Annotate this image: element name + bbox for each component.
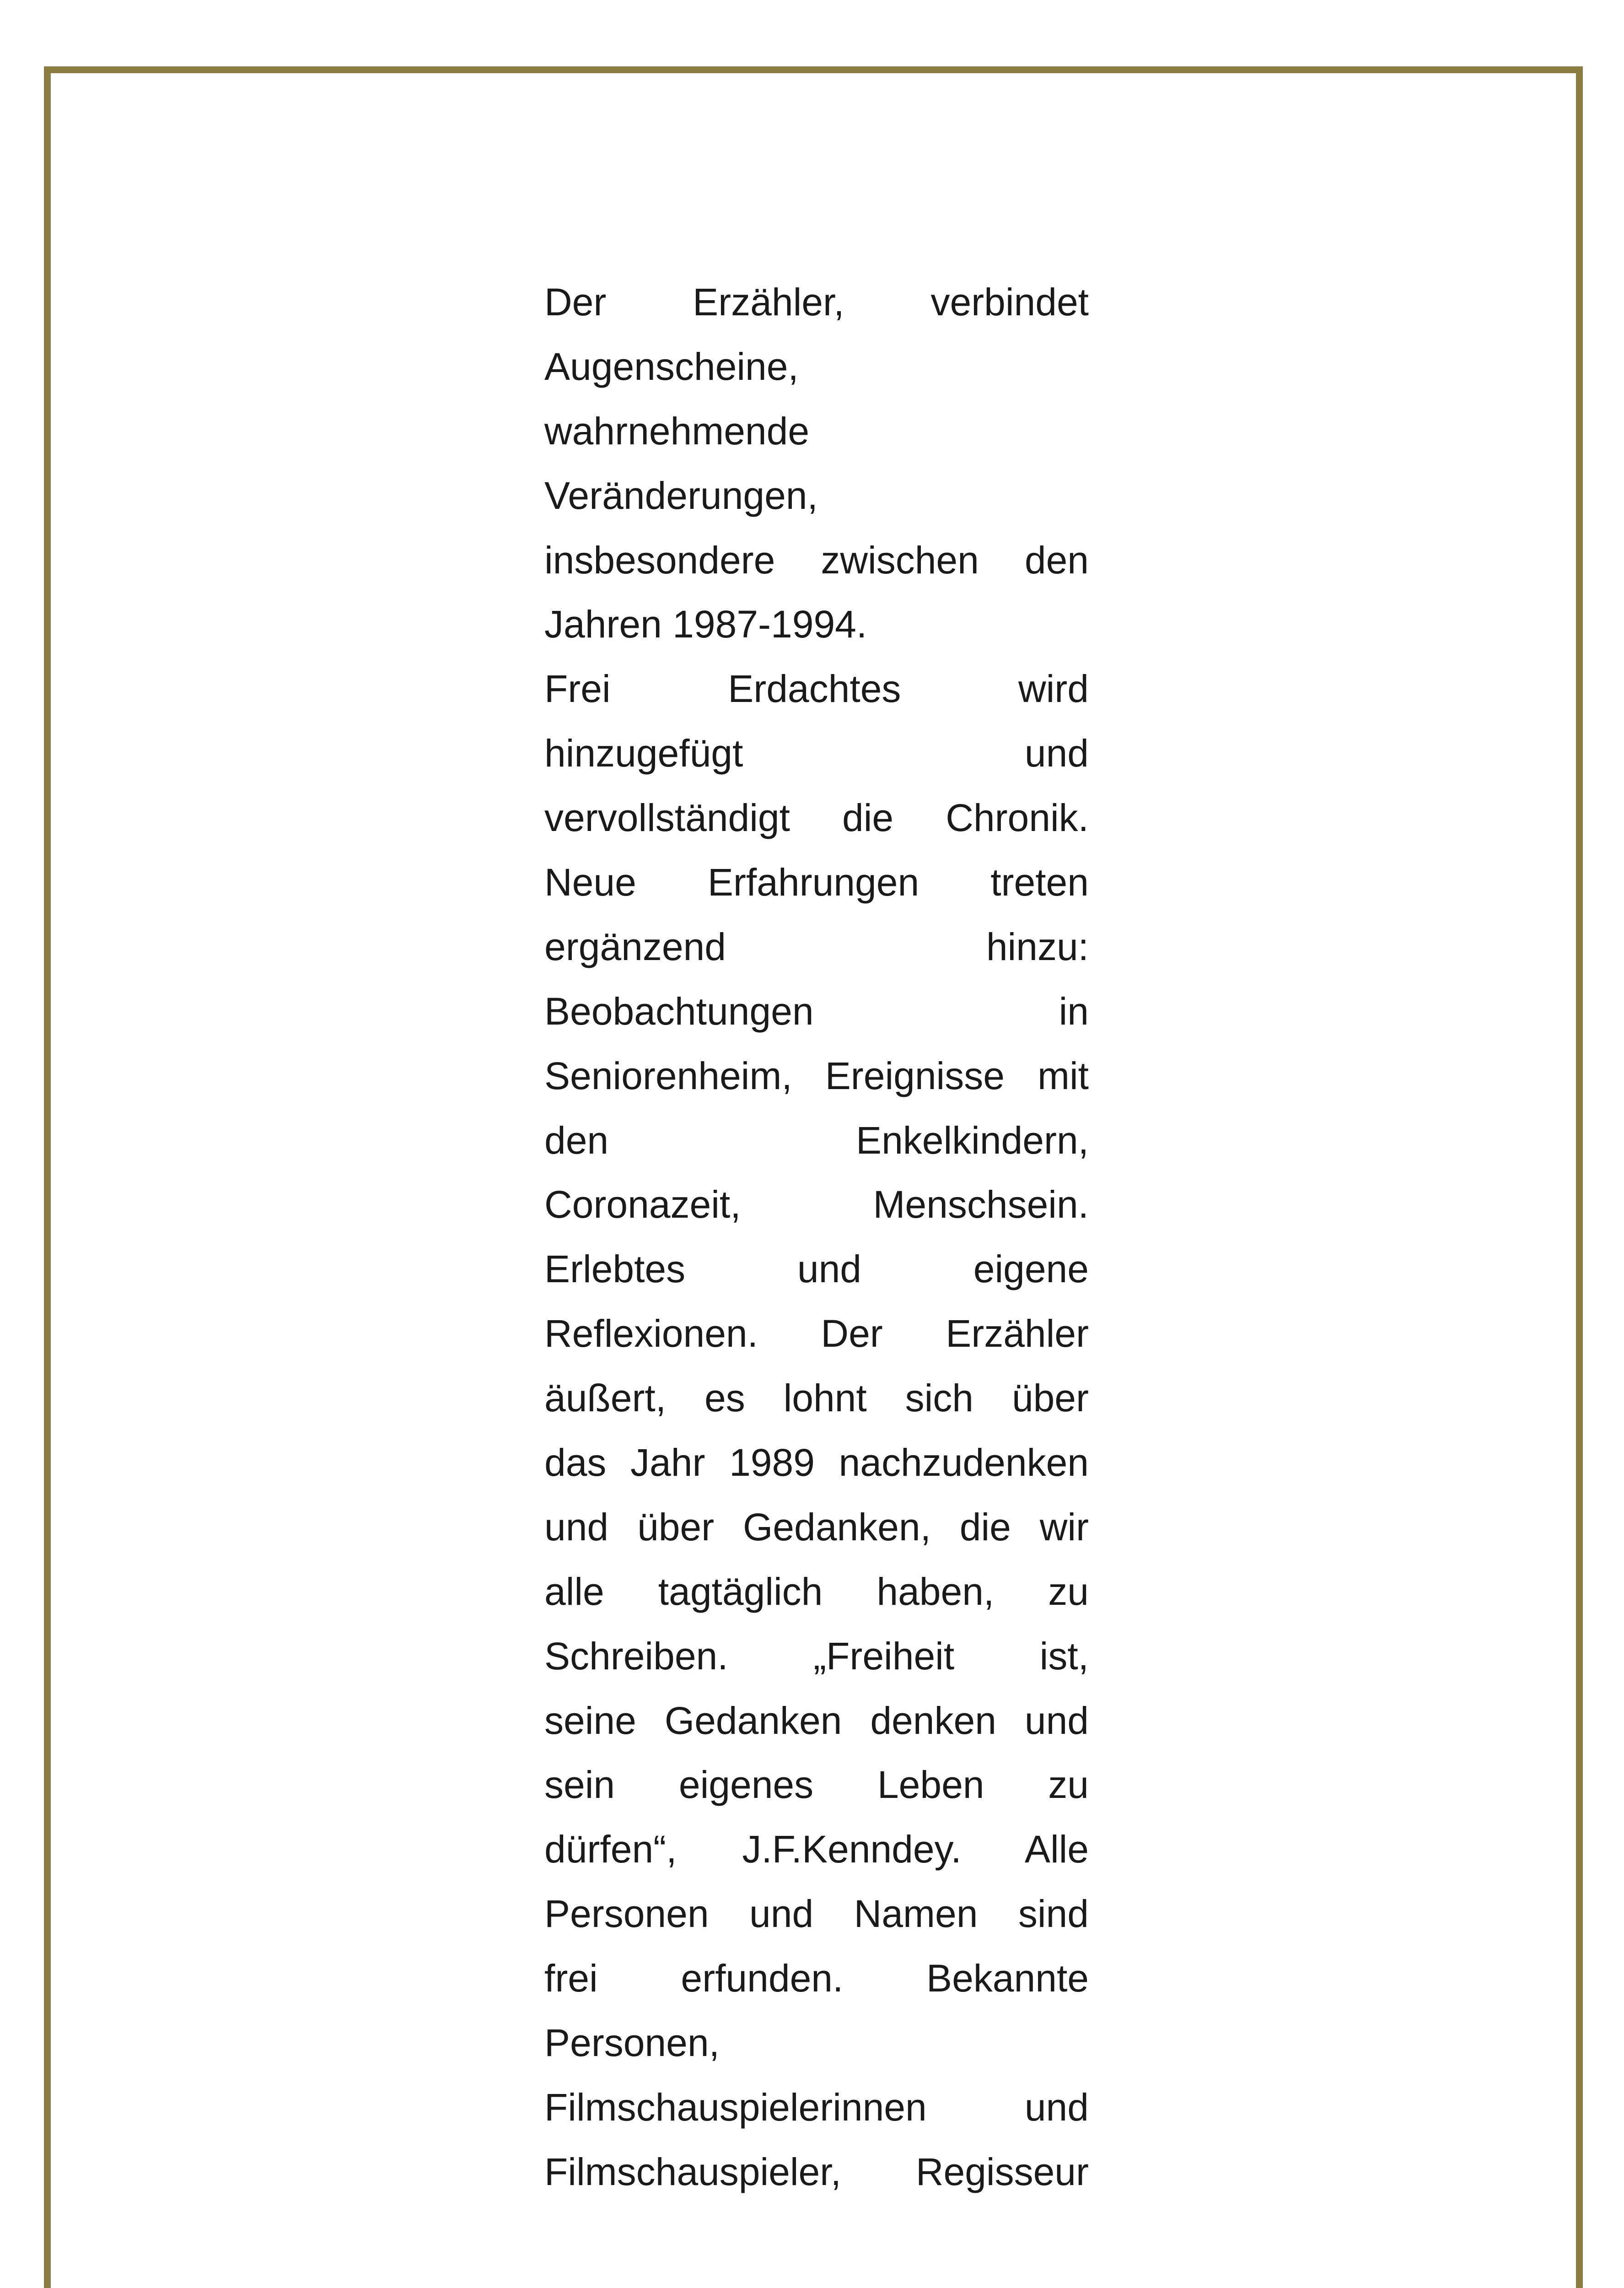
text-line: Beobachtungen in	[544, 989, 1089, 1033]
text-line: ergänzend hinzu:	[544, 925, 1089, 968]
text-line: insbesondere zwischen den	[544, 538, 1089, 582]
text-line: Veränderungen,	[544, 474, 818, 517]
text-line: Neue Erfahrungen treten	[544, 861, 1089, 904]
text-line: Jahren 1987-1994.	[544, 603, 867, 646]
text-line: Der Erzähler, verbindet	[544, 281, 1089, 324]
text-line: dürfen“, J.F.Kenndey. Alle	[544, 1828, 1089, 1871]
text-line: alle tagtäglich haben, zu	[544, 1570, 1089, 1613]
text-line: Seniorenheim, Ereignisse mit	[544, 1054, 1089, 1097]
body-text	[544, 270, 1089, 2204]
text-line: Reflexionen. Der Erzähler	[544, 1312, 1089, 1355]
text-line: hinzugefügt und	[544, 732, 1089, 775]
text-line: und über Gedanken, die wir	[544, 1505, 1089, 1549]
text-line: vervollständigt die Chronik.	[544, 796, 1089, 840]
text-line: wahrnehmende	[544, 409, 810, 453]
text-line: seine Gedanken denken und	[544, 1699, 1089, 1742]
text-line: den Enkelkindern,	[544, 1118, 1089, 1162]
text-line: Schreiben. „Freiheit ist,	[544, 1634, 1089, 1678]
text-line: frei erfunden. Bekannte	[544, 1957, 1089, 2000]
text-line: Filmschauspieler, Regisseur	[544, 2150, 1089, 2193]
text-line: das Jahr 1989 nachzudenken	[544, 1441, 1089, 1484]
text-line: Filmschauspielerinnen und	[544, 2085, 1089, 2129]
text-line: Augenscheine,	[544, 345, 799, 388]
text-line: Personen,	[544, 2021, 720, 2065]
text-line: äußert, es lohnt sich über	[544, 1376, 1089, 1420]
text-line: Coronazeit, Menschsein.	[544, 1183, 1089, 1226]
text-line: sein eigenes Leben zu	[544, 1763, 1089, 1807]
text-line: Frei Erdachtes wird	[544, 667, 1089, 711]
text-line: Erlebtes und eigene	[544, 1247, 1089, 1291]
text-line: Personen und Namen sind	[544, 1892, 1089, 1936]
